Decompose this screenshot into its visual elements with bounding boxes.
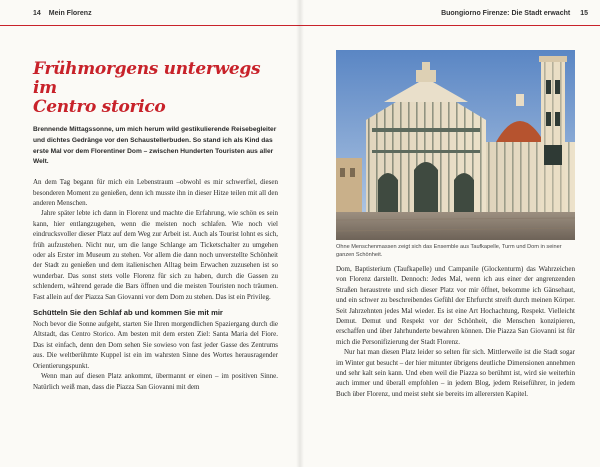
body-paragraph: Wenn man auf diesen Platz ankommt, übermannt er einen – im positiven Sinne. Natürlich weiß man, dass die Piazza San Giovanni mit dem bbox=[33, 372, 278, 391]
body-paragraph: Dom, Baptisterium (Taufkapelle) und Campanile (Glockenturm) das Wahrzeichen von Florenz darstellt. Dennoch: Jedes Mal, wenn ich aus einer der angrenzenden Straßen heraustrete und sich dieser Platz vor mir öffnet, bekomme ich Gänsehaut, und ein schwer zu beschreibendes Gefühl der Ehrfurcht streift durch meinen Körper. Seit Jahrzehnten jedes Mal wieder. Es ist eine Art Hochachtung, Respekt. Vielleicht Demut. Demut und Respekt vor der Schönheit, die Menschen konzipieren, erschaffen und über Jahrhunderte bewahren können. Die Piazza San Giovanni ist für mich die Personifizierung der Stadt Florenz. bbox=[336, 265, 575, 346]
body-paragraph: An dem Tag begann für mich ein Lebenstraum –obwohl es mir schwerfiel, diesen besonderen Moment zu genießen, denn ich musste ihn in dieser Hitze teilen mit all den anderen Menschen. bbox=[33, 178, 278, 207]
right-page bbox=[300, 0, 600, 467]
right-page-body bbox=[336, 264, 575, 399]
page-number: 14 bbox=[33, 9, 41, 17]
running-title: Mein Florenz bbox=[48, 9, 92, 17]
left-page-header bbox=[0, 0, 300, 26]
header-rule bbox=[300, 25, 600, 27]
left-page-body bbox=[33, 60, 278, 392]
right-page-header bbox=[300, 0, 600, 26]
cathedral-photo bbox=[336, 50, 575, 240]
headline-line-2: Centro storico bbox=[33, 97, 166, 117]
body-paragraph: Nur hat man diesen Platz leider so selten für sich. Mittlerweile ist die Stadt sogar im Winter gut besucht – der hier mitunter übrigens deutliche Dimensionen annehmen und sehr kalt sein kann. Und eben weil die Piazza so berühmt ist, wird sie weiterhin auch immer und überall empfohlen – in jedem Blog, jedem Reiseführer, in jedem Buch über Florenz, und meist steht sie bereits im allerersten Kapitel. bbox=[336, 348, 575, 398]
headline-line-1: Frühmorgens unterwegs im bbox=[33, 59, 261, 98]
lead-paragraph: Brennende Mittagssonne, um mich herum wild gestikulierende Reisebegleiter und dichtes Gedränge vor den Schaustellerbuden. So stand ich als Kind das erste Mal vor dem Florentiner Dom – zwischen Hunderten Touristen aus aller Welt. bbox=[33, 126, 277, 166]
page-number: 15 bbox=[580, 9, 588, 17]
chapter-headline bbox=[33, 60, 278, 117]
running-title: Buongiorno Firenze: Die Stadt erwacht bbox=[441, 9, 571, 17]
body-paragraph: Noch bevor die Sonne aufgeht, starten Sie Ihren morgendlichen Spaziergang durch die Altstadt, das Centro Storico. Am besten mit dem ersten Ziel: Santa Maria del Fiore. Das ist einfach, denn den Dom sehen Sie sowieso von fast jeder Gasse des Zentrums aus. Die weltberühmte Kuppel ist ein im wahrsten Sinne des Wortes herausragender Orientierungspunkt. bbox=[33, 320, 278, 370]
section-subheading: Schütteln Sie den Schlaf ab und kommen Sie mit mir bbox=[33, 308, 223, 318]
cathedral-photo-illustration bbox=[336, 50, 575, 240]
header-rule bbox=[0, 25, 300, 27]
photo-caption: Ohne Menschenmassen zeigt sich das Ensemble aus Taufkapelle, Turm und Dom in seiner ganzen Schönheit. bbox=[336, 244, 562, 258]
body-paragraph: Jahre später lebte ich dann in Florenz und machte die Erfahrung, wie schön es sein kann, hier entlangzugehen, wenn die meisten noch schlafen. Wie noch viel eindrucksvoller dieser Platz auf dem Weg zur Arbeit ist. Auch als Tourist lohnt es sich, früh aufzustehen. Nicht nur, um die lange Schlange am Ticketschalter zu umgehen oder als Erster im Museum zu stehen. Vor allem die dann noch unverstellte Schönheit der Stadt zu genießen und dem italienischen Alltag beim Erwachen zuzusehen ist so wunderbar. Das sonst stets volle Florenz für sich zu haben, durch die Gassen zu schlendern, während gerade die Bars öffnen und die meisten Touristen noch träumen. Fast allein auf der Piazza San Giovanni vor dem Dom zu stehen. Das ist ein Privileg. bbox=[33, 209, 278, 301]
